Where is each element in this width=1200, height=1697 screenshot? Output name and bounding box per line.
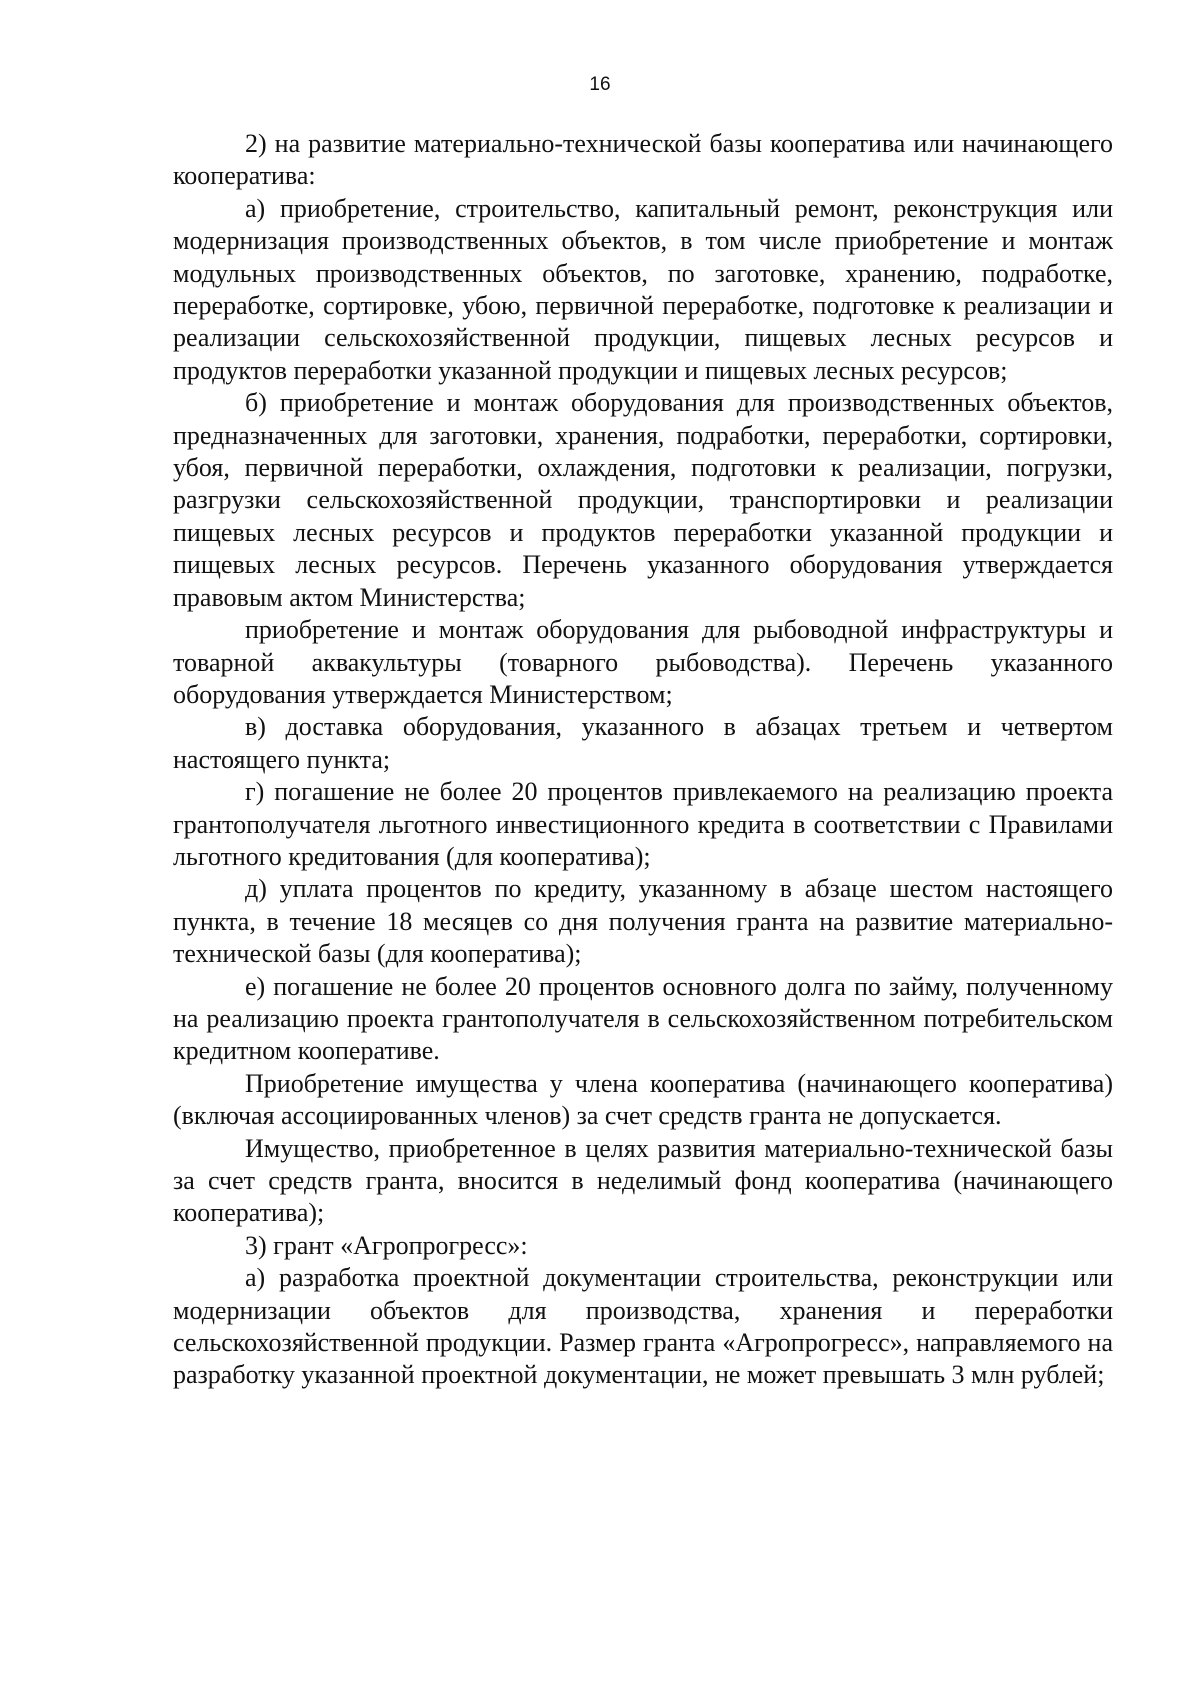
paragraph-item-3-subitem-a: а) разработка проектной документации строительства, реконструкции или модернизации объектов для производства, хранения и переработки сельскохозяйственной продукции. Размер гранта «Агропрогресс», направляемого на разработку указанной проектной документации, не может превышать 3 млн рублей;	[173, 1263, 1113, 1390]
paragraph-subitem-v: в) доставка оборудования, указанного в абзацах третьем и четвертом настоящего пункта;	[173, 712, 1113, 774]
paragraph-fish-equipment: приобретение и монтаж оборудования для рыбоводной инфраструктуры и товарной аквакультуры (товарного рыбоводства). Перечень указанного оборудования утверждается Министерством;	[173, 615, 1113, 709]
paragraph-subitem-b: б) приобретение и монтаж оборудования для производственных объектов, предназначенных для заготовки, хранения, подработки, переработки, сортировки, убоя, первичной переработки, охлаждения, подготовки к реализации, погрузки, разгрузки сельскохозяйственной продукции, транспортировки и реализации пищевых лесных ресурсов и продуктов переработки указанной продукции и пищевых лесных ресурсов. Перечень указанного оборудования утверждается правовым актом Министерства;	[173, 388, 1113, 612]
paragraph-property-restriction: Приобретение имущества у члена кооператива (начинающего кооператива) (включая ассоциированных членов) за счет средств гранта не допускается.	[173, 1068, 1113, 1131]
paragraph-subitem-e: е) погашение не более 20 процентов основного долга по займу, полученному на реализацию проекта грантополучателя в сельскохозяйственном потребительском кредитном кооперативе.	[173, 971, 1113, 1066]
paragraph-subitem-d: д) уплата процентов по кредиту, указанному в абзаце шестом настоящего пункта, в течение 18 месяцев со дня получения гранта на развитие материально-технической базы (для кооператива);	[173, 874, 1113, 969]
paragraph-item-2: 2) на развитие материально-технической базы кооператива или начинающего кооператива:	[173, 129, 1113, 191]
paragraph-subitem-a: а) приобретение, строительство, капитальный ремонт, реконструкция или модернизация производственных объектов, в том числе приобретение и монтаж модульных производственных объектов, по заготовке, хранению, подработке, переработке, сортировке, убою, первичной переработке, подготовке к реализации и реализации сельскохозяйственной продукции, пищевых лесных ресурсов и продуктов переработки указанной продукции и пищевых лесных ресурсов;	[173, 193, 1113, 385]
document-body	[173, 128, 1113, 1392]
paragraph-item-3: 3) грант «Агропрогресс»:	[245, 1230, 528, 1260]
paragraph-indivisible-fund: Имущество, приобретенное в целях развития материально-технической базы за счет средств гранта, вносится в неделимый фонд кооператива (начинающего кооператива);	[173, 1133, 1113, 1228]
paragraph-subitem-g: г) погашение не более 20 процентов привлекаемого на реализацию проекта грантополучателя льготного инвестиционного кредита в соответствии с Правилами льготного кредитования (для кооператива);	[173, 777, 1113, 871]
page-number: 16	[589, 74, 611, 95]
